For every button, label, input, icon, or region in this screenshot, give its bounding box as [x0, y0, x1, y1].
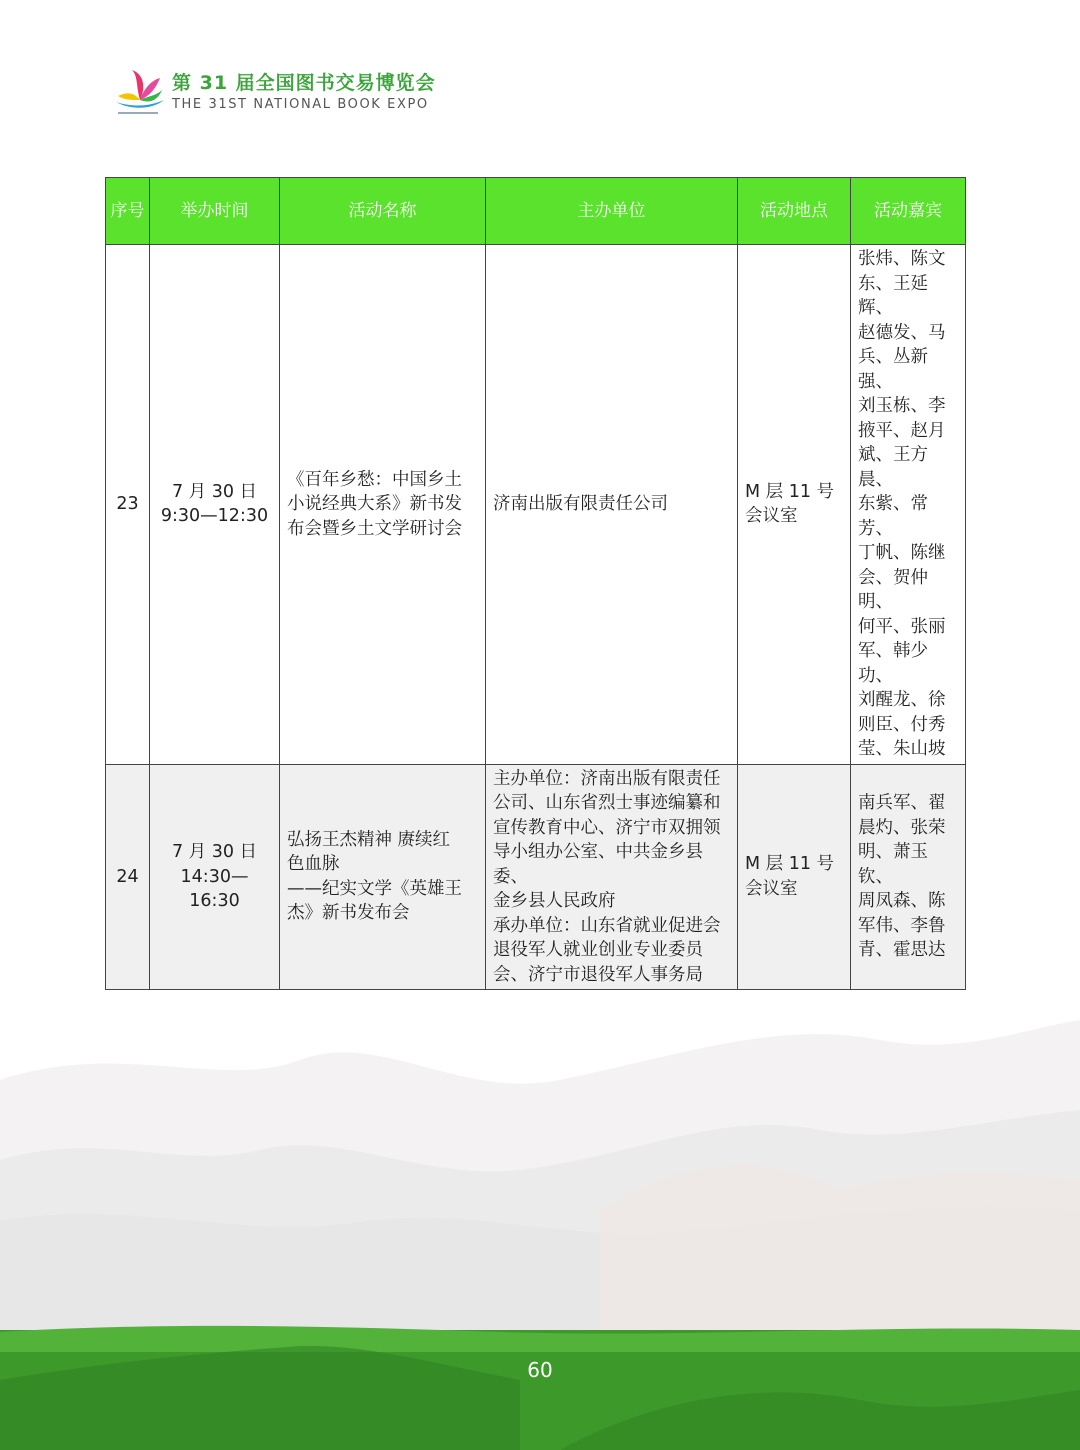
- time-date: 7 月 30 日: [171, 842, 258, 862]
- text-line: 军伟、李鲁: [858, 915, 946, 936]
- cell-location: [738, 245, 851, 765]
- cell-organizer: [486, 245, 738, 765]
- text-line: ——纪实文学《英雄王: [287, 878, 462, 899]
- text-line: 退役军人就业创业专业委员: [493, 940, 703, 960]
- text-line: 晨灼、张荣: [858, 817, 946, 838]
- cell-time: [150, 764, 280, 990]
- text-line: 军、韩少功、: [858, 641, 928, 686]
- cell-guests: [851, 245, 966, 765]
- text-line: 青、霍思达: [858, 940, 946, 960]
- expo-logo-icon: [112, 66, 168, 118]
- table-row: [106, 245, 966, 765]
- event-schedule-table: [105, 177, 966, 990]
- text-line: 周凤森、陈: [858, 891, 946, 911]
- text-line: 济南出版有限责任公司: [493, 494, 668, 514]
- text-line: 导小组办公室、中共金乡县委、: [493, 842, 703, 887]
- text-line: 布会暨乡土文学研讨会: [287, 518, 462, 539]
- text-line: 东紫、常芳、: [858, 494, 928, 539]
- col-header-organizer: 主办单位: [486, 178, 738, 245]
- text-line: 南兵军、翟: [858, 793, 946, 813]
- text-line: 杰》新书发布会: [287, 903, 410, 924]
- text-line: 会议室: [745, 506, 798, 527]
- col-header-location: 活动地点: [738, 178, 851, 245]
- cell-event-name: [280, 764, 486, 990]
- text-line: 刘玉栋、李: [858, 396, 946, 416]
- text-line: 《百年乡愁：中国乡土: [287, 469, 462, 490]
- col-header-no: 序号: [106, 178, 150, 245]
- text-line: 刘醒龙、徐: [858, 690, 946, 710]
- expo-title-en: THE 31ST NATIONAL BOOK EXPO: [172, 97, 429, 112]
- text-line: 斌、王方晨、: [858, 445, 928, 490]
- cell-time: [150, 245, 280, 765]
- text-line: 赵德发、马: [858, 322, 946, 343]
- expo-title-cn: 第 31 届全国图书交易博览会: [172, 72, 436, 94]
- time-date: 7 月 30 日: [171, 481, 258, 502]
- text-line: 公司、山东省烈士事迹编纂和: [493, 793, 721, 813]
- text-line: 宣传教育中心、济宁市双拥领: [493, 817, 721, 838]
- text-line: M 层 11 号: [745, 854, 835, 875]
- cell-organizer: [486, 764, 738, 990]
- col-header-guests: 活动嘉宾: [851, 178, 966, 245]
- text-line: 明、萧玉钦、: [858, 842, 928, 887]
- text-line: 小说经典大系》新书发: [287, 494, 462, 514]
- text-line: 张炜、陈文: [858, 249, 946, 269]
- cell-no: 24: [106, 764, 150, 990]
- time-range: 14:30—16:30: [180, 866, 249, 911]
- cell-no: 23: [106, 245, 150, 765]
- text-line: 色血脉: [287, 854, 340, 875]
- text-line: 会、济宁市退役军人事务局: [493, 964, 703, 985]
- text-line: 金乡县人民政府: [493, 891, 616, 911]
- cell-event-name: [280, 245, 486, 765]
- header: [112, 66, 436, 118]
- col-header-time: 举办时间: [150, 178, 280, 245]
- cell-guests: [851, 764, 966, 990]
- table-header-row: [106, 178, 966, 245]
- text-line: 会议室: [745, 878, 798, 899]
- text-line: 莹、朱山坡: [858, 739, 946, 759]
- text-line: M 层 11 号: [745, 481, 835, 502]
- text-line: 何平、张丽: [858, 616, 946, 637]
- text-line: 掖平、赵月: [858, 420, 946, 441]
- text-line: 承办单位：山东省就业促进会: [493, 915, 721, 936]
- page-number: 60: [527, 1358, 553, 1382]
- text-line: 弘扬王杰精神 赓续红: [287, 829, 451, 850]
- time-range: 9:30—12:30: [160, 506, 269, 527]
- col-header-name: 活动名称: [280, 178, 486, 245]
- text-line: 兵、丛新强、: [858, 347, 928, 392]
- cell-location: [738, 764, 851, 990]
- text-line: 会、贺仲明、: [858, 567, 928, 612]
- table-row: [106, 764, 966, 990]
- text-line: 东、王延辉、: [858, 273, 928, 318]
- text-line: 则臣、付秀: [858, 714, 946, 735]
- text-line: 丁帆、陈继: [858, 543, 946, 563]
- text-line: 主办单位：济南出版有限责任: [493, 768, 721, 789]
